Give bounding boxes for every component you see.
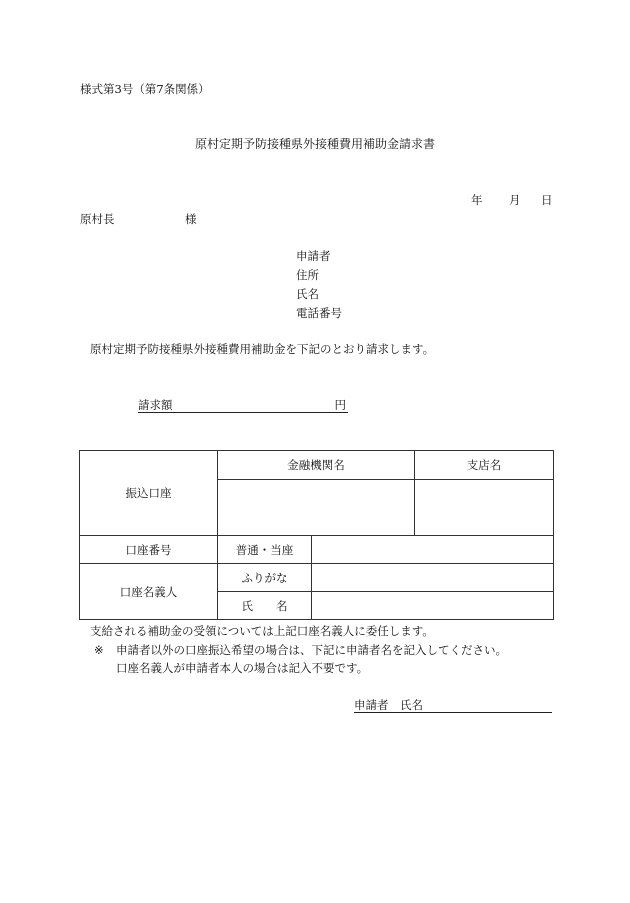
addressee-name: 原村長: [80, 212, 115, 226]
holder-name-label: 氏 名: [218, 592, 312, 620]
form-number: 様式第3号（第7条関係）: [80, 82, 210, 96]
delegation-note: 支給される補助金の受領については上記口座名義人に委任します。: [90, 624, 434, 638]
applicant-heading: 申請者: [296, 249, 331, 263]
transfer-account-label: 振込口座: [80, 451, 218, 536]
request-statement: 原村定期予防接種県外接種費用補助金を下記のとおり請求します。: [90, 342, 435, 356]
account-type-label: 普通・当座: [218, 536, 312, 564]
institution-header: 金融機関名: [218, 451, 415, 480]
applicant-phone-label: 電話番号: [296, 306, 342, 320]
furigana-input-cell[interactable]: [312, 564, 554, 592]
branch-input-cell[interactable]: [415, 480, 554, 536]
applicant-name-label: 氏名: [296, 287, 319, 301]
amount-field[interactable]: [138, 398, 348, 413]
account-number-input-cell[interactable]: [312, 536, 554, 564]
note-mark: ※: [94, 643, 104, 657]
amount-label: 請求額: [138, 398, 173, 412]
document-title: 原村定期予防接種県外接種費用補助金請求書: [194, 137, 435, 151]
bank-account-table: [79, 450, 554, 620]
date-month-label: 月: [509, 193, 521, 207]
date-year-label: 年: [471, 193, 483, 207]
branch-header: 支店名: [415, 451, 554, 480]
holder-name-input-cell[interactable]: [312, 592, 554, 620]
account-number-label: 口座番号: [80, 536, 218, 564]
note-line-2: 口座名義人が申請者本人の場合は記入不要です。: [116, 661, 369, 675]
amount-unit: 円: [334, 398, 346, 412]
date-day-label: 日: [541, 193, 553, 207]
furigana-label: ふりがな: [218, 564, 312, 592]
signature-name-label: 氏名: [400, 698, 423, 712]
applicant-address-label: 住所: [296, 268, 319, 282]
note-line-1: 申請者以外の口座振込希望の場合は、下記に申請者名を記入してください。: [116, 643, 507, 657]
signature-label: 申請者: [354, 698, 389, 712]
signature-field[interactable]: [354, 698, 552, 713]
addressee-honorific: 様: [185, 212, 197, 226]
institution-input-cell[interactable]: [218, 480, 415, 536]
account-holder-label: 口座名義人: [80, 564, 218, 620]
